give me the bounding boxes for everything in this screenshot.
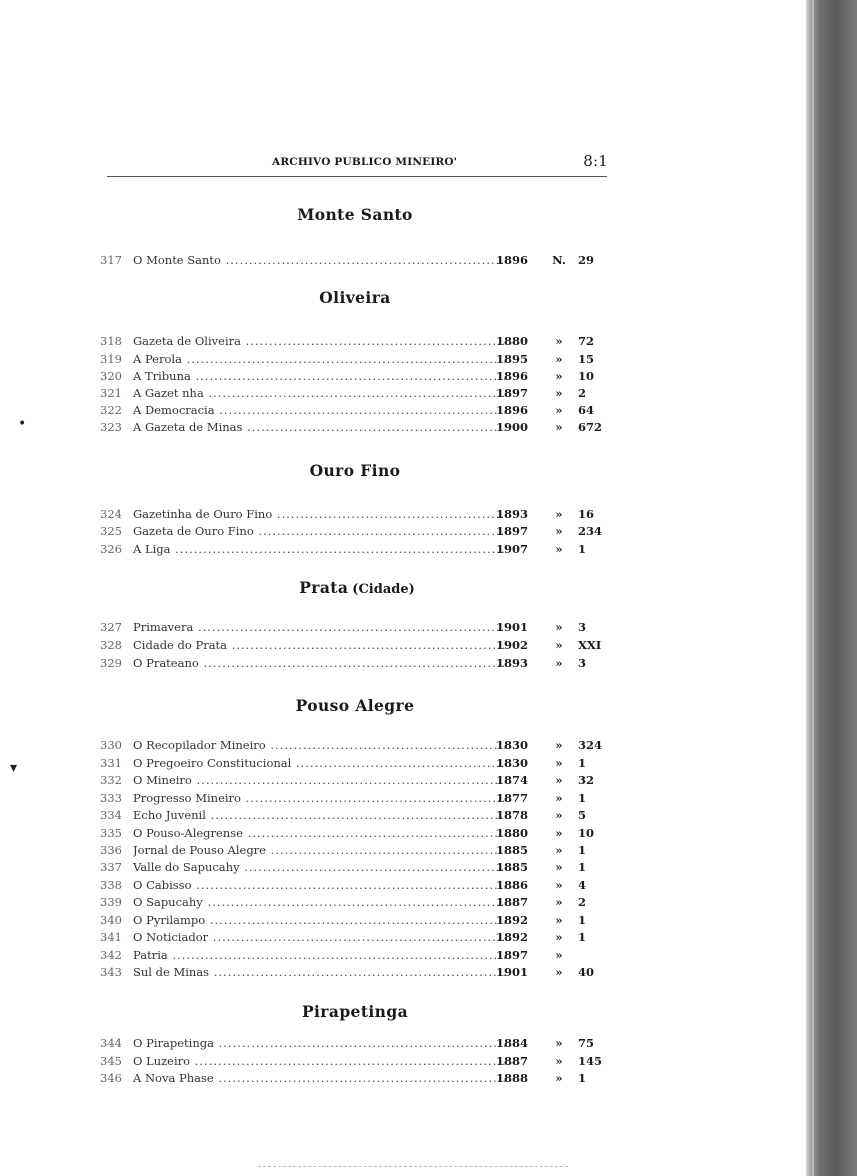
entry-year: 1877 [496,791,529,805]
section-title [107,461,607,480]
entry-ditto-mark: » [555,507,563,521]
entry-number: 345 [100,1054,122,1068]
entry-issue-count: 1 [578,843,587,857]
listing-entry [100,929,608,946]
section-title [107,205,607,224]
entry-issue-count: 1 [578,913,587,927]
entry-number: 333 [100,791,122,805]
entry-number: 330 [100,738,122,752]
entry-issue-count: 72 [578,334,595,348]
entry-issue-count: 5 [578,808,587,822]
listing-entry [100,655,608,672]
entry-year: 1902 [496,638,529,652]
entry-ditto-mark: » [555,756,563,770]
entry-year: 1880 [496,334,529,348]
entry-ditto-mark: » [555,930,563,944]
listing-entry [100,619,608,636]
entry-title: Primavera ..... [133,619,505,636]
entry-number: 325 [100,524,122,538]
listing-entry [100,1070,608,1087]
entry-title: O Luzeiro ..... [133,1053,505,1070]
entry-title: Gazetinha de Ouro Fino ..... [133,506,505,523]
entry-issue-count: 672 [578,420,603,434]
entry-year: 1897 [496,948,529,962]
entry-ditto-mark: » [555,895,563,909]
entry-year: 1892 [496,913,529,927]
section-name: Monte Santo [297,205,413,224]
entry-number: 342 [100,948,122,962]
entry-issue-count: 1 [578,930,587,944]
entry-number: 338 [100,878,122,892]
entry-issue-count: 10 [578,369,595,383]
entry-issue-count: 324 [578,738,603,752]
entry-ditto-mark: » [555,620,563,634]
section-name: Oliveira [319,288,391,307]
listing-entry [100,385,608,402]
entry-issue-count: 1 [578,791,587,805]
listing-entry [100,842,608,859]
entry-number: 324 [100,507,122,521]
entry-number: 320 [100,369,122,383]
entry-title: Valle do Sapucahy ..... [133,859,505,876]
entry-year: 1874 [496,773,529,787]
page-binding-edge [806,0,857,1176]
entry-year: 1895 [496,352,529,366]
entry-year: 1897 [496,524,529,538]
entry-year: 1884 [496,1036,529,1050]
entry-issue-count: 234 [578,524,603,538]
section-title [107,578,607,597]
entry-title: Cidade do Prata ..... [133,637,505,654]
entry-ditto-mark: » [555,403,563,417]
listing-entry [100,637,608,654]
entry-issue-count: 15 [578,352,595,366]
entry-year: 1887 [496,1054,529,1068]
section-title [107,288,607,307]
listing-entry [100,506,608,523]
entry-ditto-mark: » [555,656,563,670]
entry-ditto-mark: » [555,542,563,556]
entry-ditto-mark: » [555,826,563,840]
section-subtitle: (Cidade) [352,582,415,597]
listing-entry [100,541,608,558]
entry-year: 1901 [496,620,529,634]
entry-ditto-mark: » [555,773,563,787]
entry-title: A Democracia ..... [133,402,505,419]
entry-year: 1888 [496,1071,529,1085]
entry-issue-count: 3 [578,656,587,670]
entry-ditto-mark: » [555,808,563,822]
entry-year: 1892 [496,930,529,944]
header-rule [107,176,607,177]
section-name: Pouso Alegre [295,696,415,715]
entry-ditto-mark: » [555,843,563,857]
entry-ditto-mark: » [555,386,563,400]
entry-ditto-mark: » [555,738,563,752]
listing-entry [100,737,608,754]
entry-title: O Sapucahy ..... [133,894,505,911]
entry-number: 317 [100,253,122,267]
entry-ditto-mark: » [555,1054,563,1068]
entry-title: O Pouso-Alegrense ..... [133,825,505,842]
page-number: 8:1 [583,152,608,170]
listing-entry [100,402,608,419]
entry-year: 1900 [496,420,529,434]
entry-number: 331 [100,756,122,770]
entry-year: 1830 [496,756,529,770]
bottom-edge-mark [258,1166,568,1167]
entry-number: 329 [100,656,122,670]
entry-number: 339 [100,895,122,909]
entry-title: O Recopilador Mineiro ..... [133,737,505,754]
entry-issue-count: 1 [578,860,587,874]
entry-title: A Liga ..... [133,541,505,558]
entry-issue-count: 2 [578,386,587,400]
section-name: Ouro Fino [309,461,401,480]
listing-entry [100,964,608,981]
listing-entry [100,825,608,842]
entry-title: O Prateano ..... [133,655,505,672]
listing-entry [100,790,608,807]
entry-title: O Pirapetinga ..... [133,1035,505,1052]
listing-entry [100,523,608,540]
entry-number: 332 [100,773,122,787]
entry-ditto-mark: » [555,913,563,927]
entry-year: 1907 [496,542,529,556]
entry-issue-count: 1 [578,542,587,556]
listing-entry [100,333,608,350]
entry-ditto-mark: » [555,369,563,383]
listing-entry [100,1035,608,1052]
entry-number: 334 [100,808,122,822]
entry-issue-count: 75 [578,1036,595,1050]
entry-number: 328 [100,638,122,652]
entry-number: 337 [100,860,122,874]
entry-issue-count: 64 [578,403,595,417]
entry-year: 1878 [496,808,529,822]
entry-title: A Gazeta de Minas ..... [133,419,505,436]
section-name: Pirapetinga [301,1002,409,1021]
section-name: Prata [299,578,349,597]
entry-title: O Monte Santo ..... [133,252,505,269]
entry-year: 1886 [496,878,529,892]
entry-title: Progresso Mineiro ..... [133,790,505,807]
entry-ditto-mark: » [555,1036,563,1050]
listing-entry [100,894,608,911]
listing-entry [100,368,608,385]
entry-year: 1896 [496,253,529,267]
entry-title: A Gazet nha ..... [133,385,505,402]
listing-entry [100,947,608,964]
entry-title: A Nova Phase ..... [133,1070,505,1087]
entry-year: 1830 [496,738,529,752]
entry-issue-count: 40 [578,965,595,979]
entry-number: 341 [100,930,122,944]
entry-issue-count: 1 [578,756,587,770]
entry-number: 323 [100,420,122,434]
listing-entry [100,351,608,368]
entry-number: 327 [100,620,122,634]
entry-ditto-mark: » [555,860,563,874]
entry-issue-count: 29 [578,253,595,267]
entry-year: 1887 [496,895,529,909]
entry-number: 343 [100,965,122,979]
entry-issue-count: 32 [578,773,595,787]
entry-year: 1893 [496,507,529,521]
listing-entry [100,772,608,789]
entry-ditto-mark: » [555,878,563,892]
margin-speck: • [18,416,27,432]
entry-title: O Cabisso ..... [133,877,505,894]
entry-ditto-mark: » [555,791,563,805]
entry-title: Jornal de Pouso Alegre ..... [133,842,505,859]
entry-ditto-mark: » [555,420,563,434]
entry-year: 1901 [496,965,529,979]
listing-entry [100,252,608,269]
entry-number: 336 [100,843,122,857]
entry-title: Patria ..... [133,947,505,964]
entry-ditto-mark: N. [552,253,566,267]
listing-entry [100,877,608,894]
entry-title: O Mineiro ..... [133,772,505,789]
section-title [107,1002,607,1021]
header-title: ARCHIVO PUBLICO MINEIRO' [272,156,458,168]
entry-number: 321 [100,386,122,400]
entry-year: 1897 [496,386,529,400]
entry-issue-count: 3 [578,620,587,634]
entry-ditto-mark: » [555,334,563,348]
listing-entry [100,755,608,772]
entry-issue-count: XXI [578,638,602,652]
running-header [272,152,608,170]
entry-title: Echo Juvenil ..... [133,807,505,824]
entry-ditto-mark: » [555,948,563,962]
entry-number: 319 [100,352,122,366]
entry-number: 344 [100,1036,122,1050]
section-title [107,696,607,715]
entry-year: 1885 [496,860,529,874]
margin-speck: ▾ [10,760,18,776]
entry-number: 346 [100,1071,122,1085]
entry-number: 322 [100,403,122,417]
entry-issue-count: 16 [578,507,595,521]
entry-issue-count: 10 [578,826,595,840]
entry-title: O Noticiador ..... [133,929,505,946]
entry-title: O Pyrilampo ..... [133,912,505,929]
entry-issue-count: 4 [578,878,587,892]
listing-entry [100,912,608,929]
entry-title: O Pregoeiro Constitucional ..... [133,755,505,772]
listing-entry [100,419,608,436]
entry-year: 1893 [496,656,529,670]
listing-entry [100,807,608,824]
listing-entry [100,859,608,876]
entry-title: Sul de Minas ..... [133,964,505,981]
entry-year: 1896 [496,403,529,417]
entry-ditto-mark: » [555,965,563,979]
entry-title: Gazeta de Oliveira ..... [133,333,505,350]
entry-ditto-mark: » [555,352,563,366]
entry-issue-count: 2 [578,895,587,909]
entry-title: A Perola ..... [133,351,505,368]
entry-ditto-mark: » [555,524,563,538]
entry-number: 318 [100,334,122,348]
entry-year: 1885 [496,843,529,857]
entry-ditto-mark: » [555,638,563,652]
listing-entry [100,1053,608,1070]
entry-number: 340 [100,913,122,927]
entry-issue-count: 1 [578,1071,587,1085]
entry-year: 1880 [496,826,529,840]
entry-title: Gazeta de Ouro Fino ..... [133,523,505,540]
entry-year: 1896 [496,369,529,383]
entry-number: 335 [100,826,122,840]
entry-number: 326 [100,542,122,556]
entry-title: A Tribuna ..... [133,368,505,385]
entry-ditto-mark: » [555,1071,563,1085]
entry-issue-count: 145 [578,1054,603,1068]
